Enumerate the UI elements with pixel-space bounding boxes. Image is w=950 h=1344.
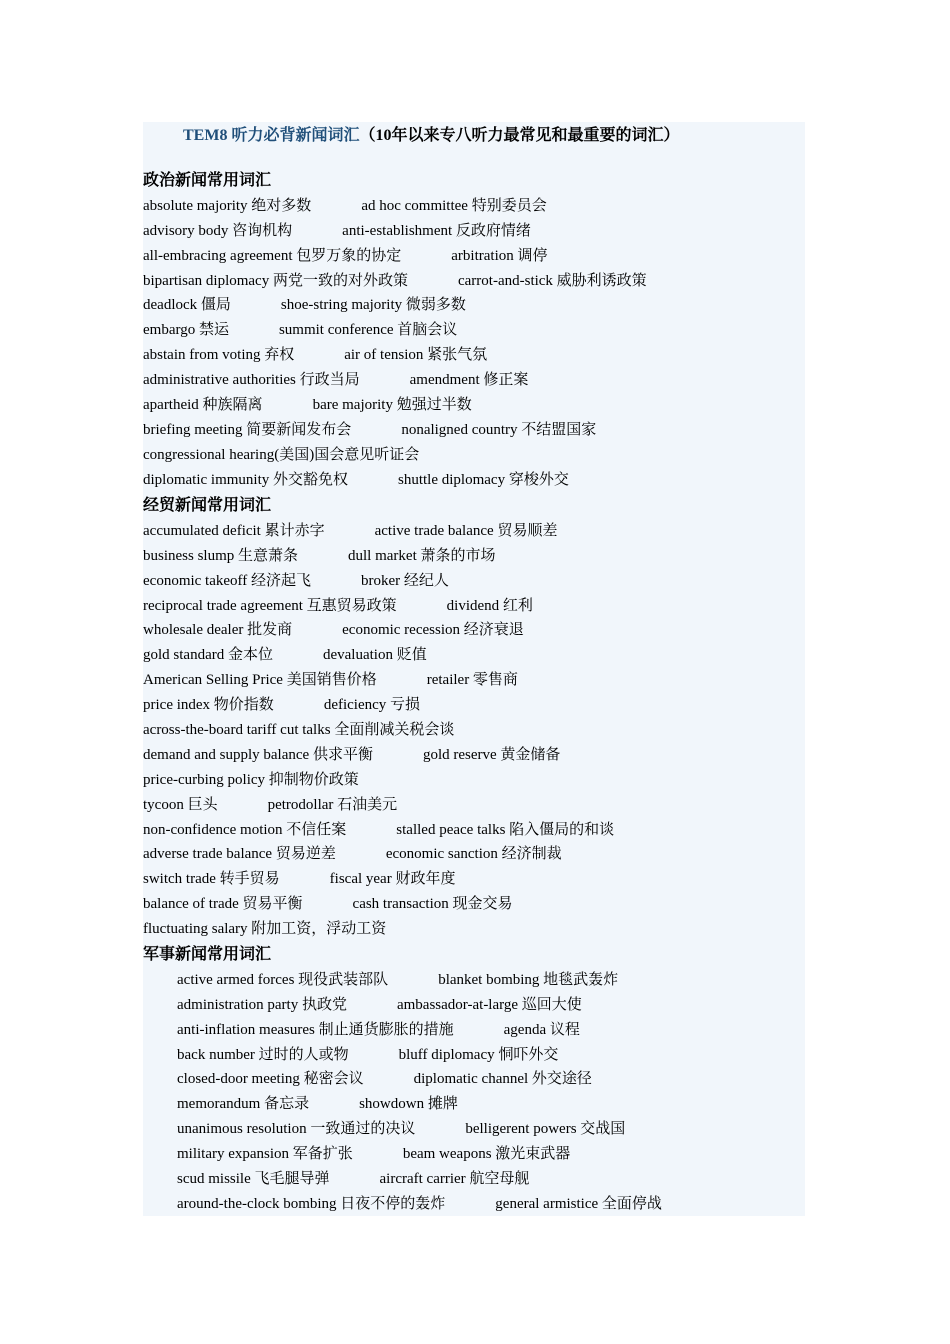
vocab-term: shoe-string majority 微弱多数 [280,297,466,314]
vocab-row [143,1117,805,1142]
vocab-row [143,867,805,892]
vocab-term: deficiency 亏损 [323,697,421,714]
vocab-term: bluff diplomacy 恫吓外交 [398,1046,559,1063]
title-chinese: 听力必背新闻词汇 [231,127,360,144]
vocab-term: petrodollar 石油美元 [267,796,398,813]
vocab-row [143,443,805,468]
vocab-term: blanket bombing 地毯武轰炸 [438,971,619,988]
vocab-term: retailer 零售商 [426,672,518,689]
vocab-term: closed-door meeting 秘密会议 [177,1071,364,1088]
document-page [143,122,805,1216]
vocab-term: balance of trade 贸易平衡 [143,896,303,913]
vocab-term: carrot-and-stick 威胁利诱政策 [457,272,647,289]
vocab-term: fluctuating salary 附加工资，浮动工资 [143,921,387,938]
title-english: TEM8 [183,127,228,144]
vocab-row [143,1167,805,1192]
vocab-term: active armed forces 现役武装部队 [177,971,389,988]
vocab-row [143,1043,805,1068]
vocab-term: memorandum 备忘录 [177,1096,310,1113]
vocab-row [143,219,805,244]
vocab-row [143,393,805,418]
vocab-row [143,468,805,493]
section-1 [143,169,805,493]
vocab-row [143,643,805,668]
vocab-term: cash transaction 现金交易 [352,896,513,913]
vocab-row [143,917,805,942]
vocab-term: economic takeoff 经济起飞 [143,572,312,589]
vocab-term: shuttle diplomacy 穿梭外交 [398,471,569,488]
section-heading: 政治新闻常用词汇 [143,172,272,189]
vocab-term: non-confidence motion 不信任案 [143,821,347,838]
vocab-term: aircraft carrier 航空母舰 [379,1171,530,1188]
vocab-term: administrative authorities 行政当局 [143,372,360,389]
vocab-term: adverse trade balance 贸易逆差 [143,846,336,863]
vocab-term: administration party 执政党 [177,996,347,1013]
vocab-row [143,892,805,917]
vocab-term: demand and supply balance 供求平衡 [143,746,373,763]
vocab-term: nonaligned country 不结盟国家 [401,421,597,438]
vocab-term: tycoon 巨头 [143,796,218,813]
vocab-term: embargo 禁运 [143,322,229,339]
vocab-row [143,318,805,343]
vocab-row [143,269,805,294]
vocab-row [143,244,805,269]
vocab-row [143,293,805,318]
vocab-term: wholesale dealer 批发商 [143,622,293,639]
vocab-term: congressional hearing(美国)国会意见听证会 [143,446,420,463]
vocab-term: deadlock 僵局 [143,297,231,314]
vocab-term: around-the-clock bombing 日夜不停的轰炸 [177,1195,446,1212]
vocab-term: amendment 修正案 [409,372,529,389]
vocab-term: ad hoc committee 特别委员会 [361,197,547,214]
vocab-term: diplomatic channel 外交途径 [413,1071,592,1088]
vocab-term: military expansion 军备扩张 [177,1146,353,1163]
vocab-term: economic sanction 经济制裁 [385,846,562,863]
vocab-term: dividend 红利 [446,597,533,614]
vocab-term: all-embracing agreement 包罗万象的协定 [143,247,402,264]
section-heading: 经贸新闻常用词汇 [143,497,272,514]
vocab-term: unanimous resolution 一致通过的决议 [177,1121,416,1138]
vocab-term: absolute majority 绝对多数 [143,197,312,214]
vocab-row [143,1142,805,1167]
vocab-term: beam weapons 激光束武器 [402,1146,571,1163]
vocab-row [143,693,805,718]
vocab-row [143,1092,805,1117]
vocab-row [143,544,805,569]
vocab-row [143,668,805,693]
vocab-term: ambassador-at-large 巡回大使 [396,996,582,1013]
vocab-term: anti-establishment 反政府情绪 [342,222,531,239]
vocab-term: abstain from voting 弃权 [143,347,295,364]
vocab-row [143,743,805,768]
vocab-term: stalled peace talks 陷入僵局的和谈 [396,821,615,838]
vocab-term: business slump 生意萧条 [143,547,299,564]
vocab-term: dull market 萧条的市场 [348,547,496,564]
vocab-row [143,343,805,368]
vocab-term: price-curbing policy 抑制物价政策 [143,771,359,788]
vocab-row [143,768,805,793]
vocab-term: switch trade 转手贸易 [143,871,280,888]
vocab-term: bipartisan diplomacy 两党一致的对外政策 [143,272,408,289]
section-3 [143,943,805,1217]
vocab-row [143,968,805,993]
vocab-term: active trade balance 贸易顺差 [374,522,558,539]
vocab-term: summit conference 首脑会议 [278,322,458,339]
vocab-row [143,842,805,867]
vocab-term: agenda 议程 [503,1021,580,1038]
document-title [183,126,679,146]
vocab-row [143,418,805,443]
vocab-term: gold standard 金本位 [143,647,273,664]
vocab-term: air of tension 紧张气氛 [344,347,488,364]
vocab-term: reciprocal trade agreement 互惠贸易政策 [143,597,397,614]
vocab-term: gold reserve 黄金储备 [422,746,561,763]
vocab-term: economic recession 经济衰退 [342,622,524,639]
vocab-term: American Selling Price 美国销售价格 [143,672,377,689]
vocab-term: arbitration 调停 [451,247,548,264]
vocab-row [143,993,805,1018]
title-subtitle: （10年以来专八听力最常见和最重要的词汇） [359,127,680,144]
vocab-term: advisory body 咨询机构 [143,222,293,239]
vocab-term: anti-inflation measures 制止通货膨胀的措施 [177,1021,454,1038]
vocab-term: belligerent powers 交战国 [465,1121,626,1138]
vocab-row [143,194,805,219]
vocab-term: apartheid 种族隔离 [143,397,263,414]
section-heading: 军事新闻常用词汇 [143,946,272,963]
vocab-term: general armistice 全面停战 [495,1195,662,1212]
vocab-row [143,718,805,743]
vocab-term: broker 经纪人 [361,572,449,589]
vocab-row [143,519,805,544]
vocab-row [143,1192,805,1217]
vocab-term: fiscal year 财政年度 [329,871,456,888]
vocab-term: diplomatic immunity 外交豁免权 [143,471,348,488]
vocab-row [143,818,805,843]
vocab-row [143,368,805,393]
vocab-row [143,1067,805,1092]
vocab-term: scud missile 飞毛腿导弹 [177,1171,330,1188]
vocab-term: across-the-board tariff cut talks 全面削减关税会谈 [143,722,455,739]
section-2 [143,494,805,942]
vocab-term: devaluation 贬值 [322,647,427,664]
vocab-term: back number 过时的人或物 [177,1046,349,1063]
vocab-row [143,618,805,643]
vocab-term: price index 物价指数 [143,697,274,714]
vocab-term: briefing meeting 简要新闻发布会 [143,421,352,438]
vocab-term: bare majority 勉强过半数 [312,397,472,414]
vocab-row [143,1018,805,1043]
vocab-row [143,569,805,594]
vocab-row [143,594,805,619]
vocab-term: showdown 摊牌 [359,1096,458,1113]
vocab-term: accumulated deficit 累计赤字 [143,522,325,539]
vocab-row [143,793,805,818]
